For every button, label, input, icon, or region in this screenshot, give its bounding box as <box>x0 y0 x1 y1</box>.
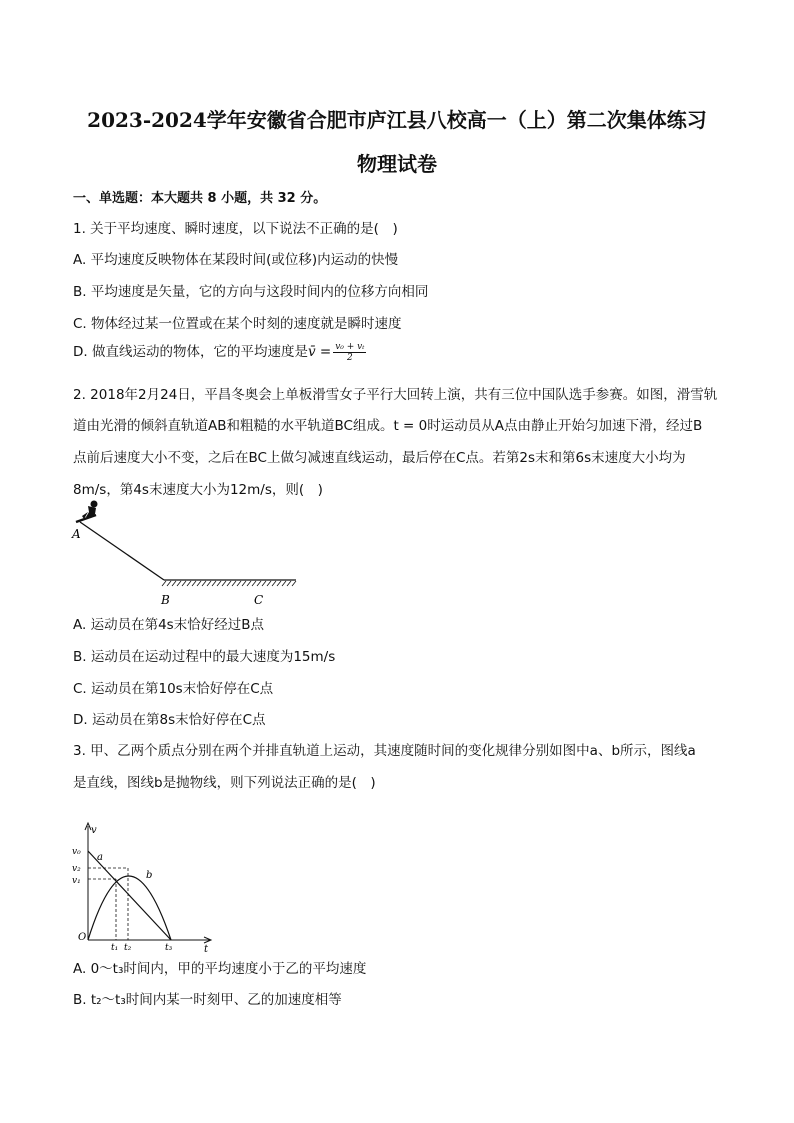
point-a-label: A <box>72 527 81 541</box>
ground-hatching <box>162 581 296 586</box>
line-a-label: a <box>97 852 103 863</box>
snowboarder-icon <box>76 501 98 523</box>
q3-stem-line2: 是直线，图线b是抛物线，则下列说法正确的是( ) <box>73 775 376 791</box>
slope-ab <box>80 522 164 580</box>
q2-stem-line1: 2. 2018年2月24日，平昌冬奥会上单板滑雪女子平行大回转上演，共有三位中国队选手参赛。如图，滑雪轨 <box>73 387 718 403</box>
q2-stem-line3: 点前后速度大小不变，之后在BC上做匀减速直线运动，最后停在C点。若第2s末和第6s末速度大小均为 <box>73 450 686 466</box>
point-c-label: C <box>254 593 264 607</box>
origin-label: O <box>78 932 87 943</box>
ski-track-figure <box>66 500 306 612</box>
paper-title-line2: 物理试卷 <box>357 152 437 176</box>
q2-stem-line4: 8m/s，第4s末速度大小为12m/s，则( ) <box>73 482 323 498</box>
q2-option-b: B. 运动员在运动过程中的最大速度为15m/s <box>73 649 336 665</box>
paper-title-line1: 2023-2024学年安徽省合肥市庐江县八校高一（上）第二次集体练习 <box>87 108 707 132</box>
q2-option-c: C. 运动员在第10s末恰好停在C点 <box>73 681 274 697</box>
q2-option-d: D. 运动员在第8s末恰好停在C点 <box>73 712 266 728</box>
v0-label: v₀ <box>72 847 81 857</box>
point-b-label: B <box>161 593 170 607</box>
section-heading: 一、单选题：本大题共 8 小题，共 32 分。 <box>73 191 327 206</box>
q1-option-a: A. 平均速度反映物体在某段时间(或位移)内运动的快慢 <box>73 252 399 268</box>
t2-label: t₂ <box>124 943 132 952</box>
dashed-guides <box>88 868 128 940</box>
q1-formula-fraction <box>333 342 366 363</box>
q1-formula-numerator: v₀ + vₜ <box>335 341 365 352</box>
velocity-time-graph <box>70 818 220 952</box>
t3-label: t₃ <box>165 943 173 952</box>
v2-label: v₂ <box>72 864 81 874</box>
q1-formula-denominator: 2 <box>346 352 353 363</box>
q1-formula-lhs: v̄ = <box>307 344 332 360</box>
v1-label: v₁ <box>72 876 81 886</box>
q2-stem-line2: 道由光滑的倾斜直轨道AB和粗糙的水平轨道BC组成。t = 0时运动员从A点由静止开始匀加速下滑，经过B <box>73 418 703 434</box>
q3-stem-line1: 3. 甲、乙两个质点分别在两个并排直轨道上运动，其速度随时间的变化规律分别如图中a、b所示，图线a <box>73 743 696 759</box>
q1-option-c: C. 物体经过某一位置或在某个时刻的速度就是瞬时速度 <box>73 316 402 332</box>
q1-option-b: B. 平均速度是矢量，它的方向与这段时间内的位移方向相同 <box>73 284 429 300</box>
curve-b-label: b <box>146 870 153 881</box>
q1-option-d-row <box>73 340 366 363</box>
q3-option-a: A. 0～t₃时间内，甲的平均速度小于乙的平均速度 <box>73 961 367 977</box>
v-axis-label: v <box>91 825 97 836</box>
q1-option-d: D. 做直线运动的物体，它的平均速度是 <box>73 344 308 360</box>
q3-option-b: B. t₂～t₃时间内某一时刻甲、乙的加速度相等 <box>73 992 342 1008</box>
q1-stem: 1. 关于平均速度、瞬时速度，以下说法不正确的是( ) <box>73 221 398 237</box>
line-a <box>88 851 171 940</box>
curve-b <box>88 876 171 940</box>
t1-label: t₁ <box>111 943 119 952</box>
t-axis-label: t <box>204 944 209 952</box>
q2-option-a: A. 运动员在第4s末恰好经过B点 <box>73 617 264 633</box>
